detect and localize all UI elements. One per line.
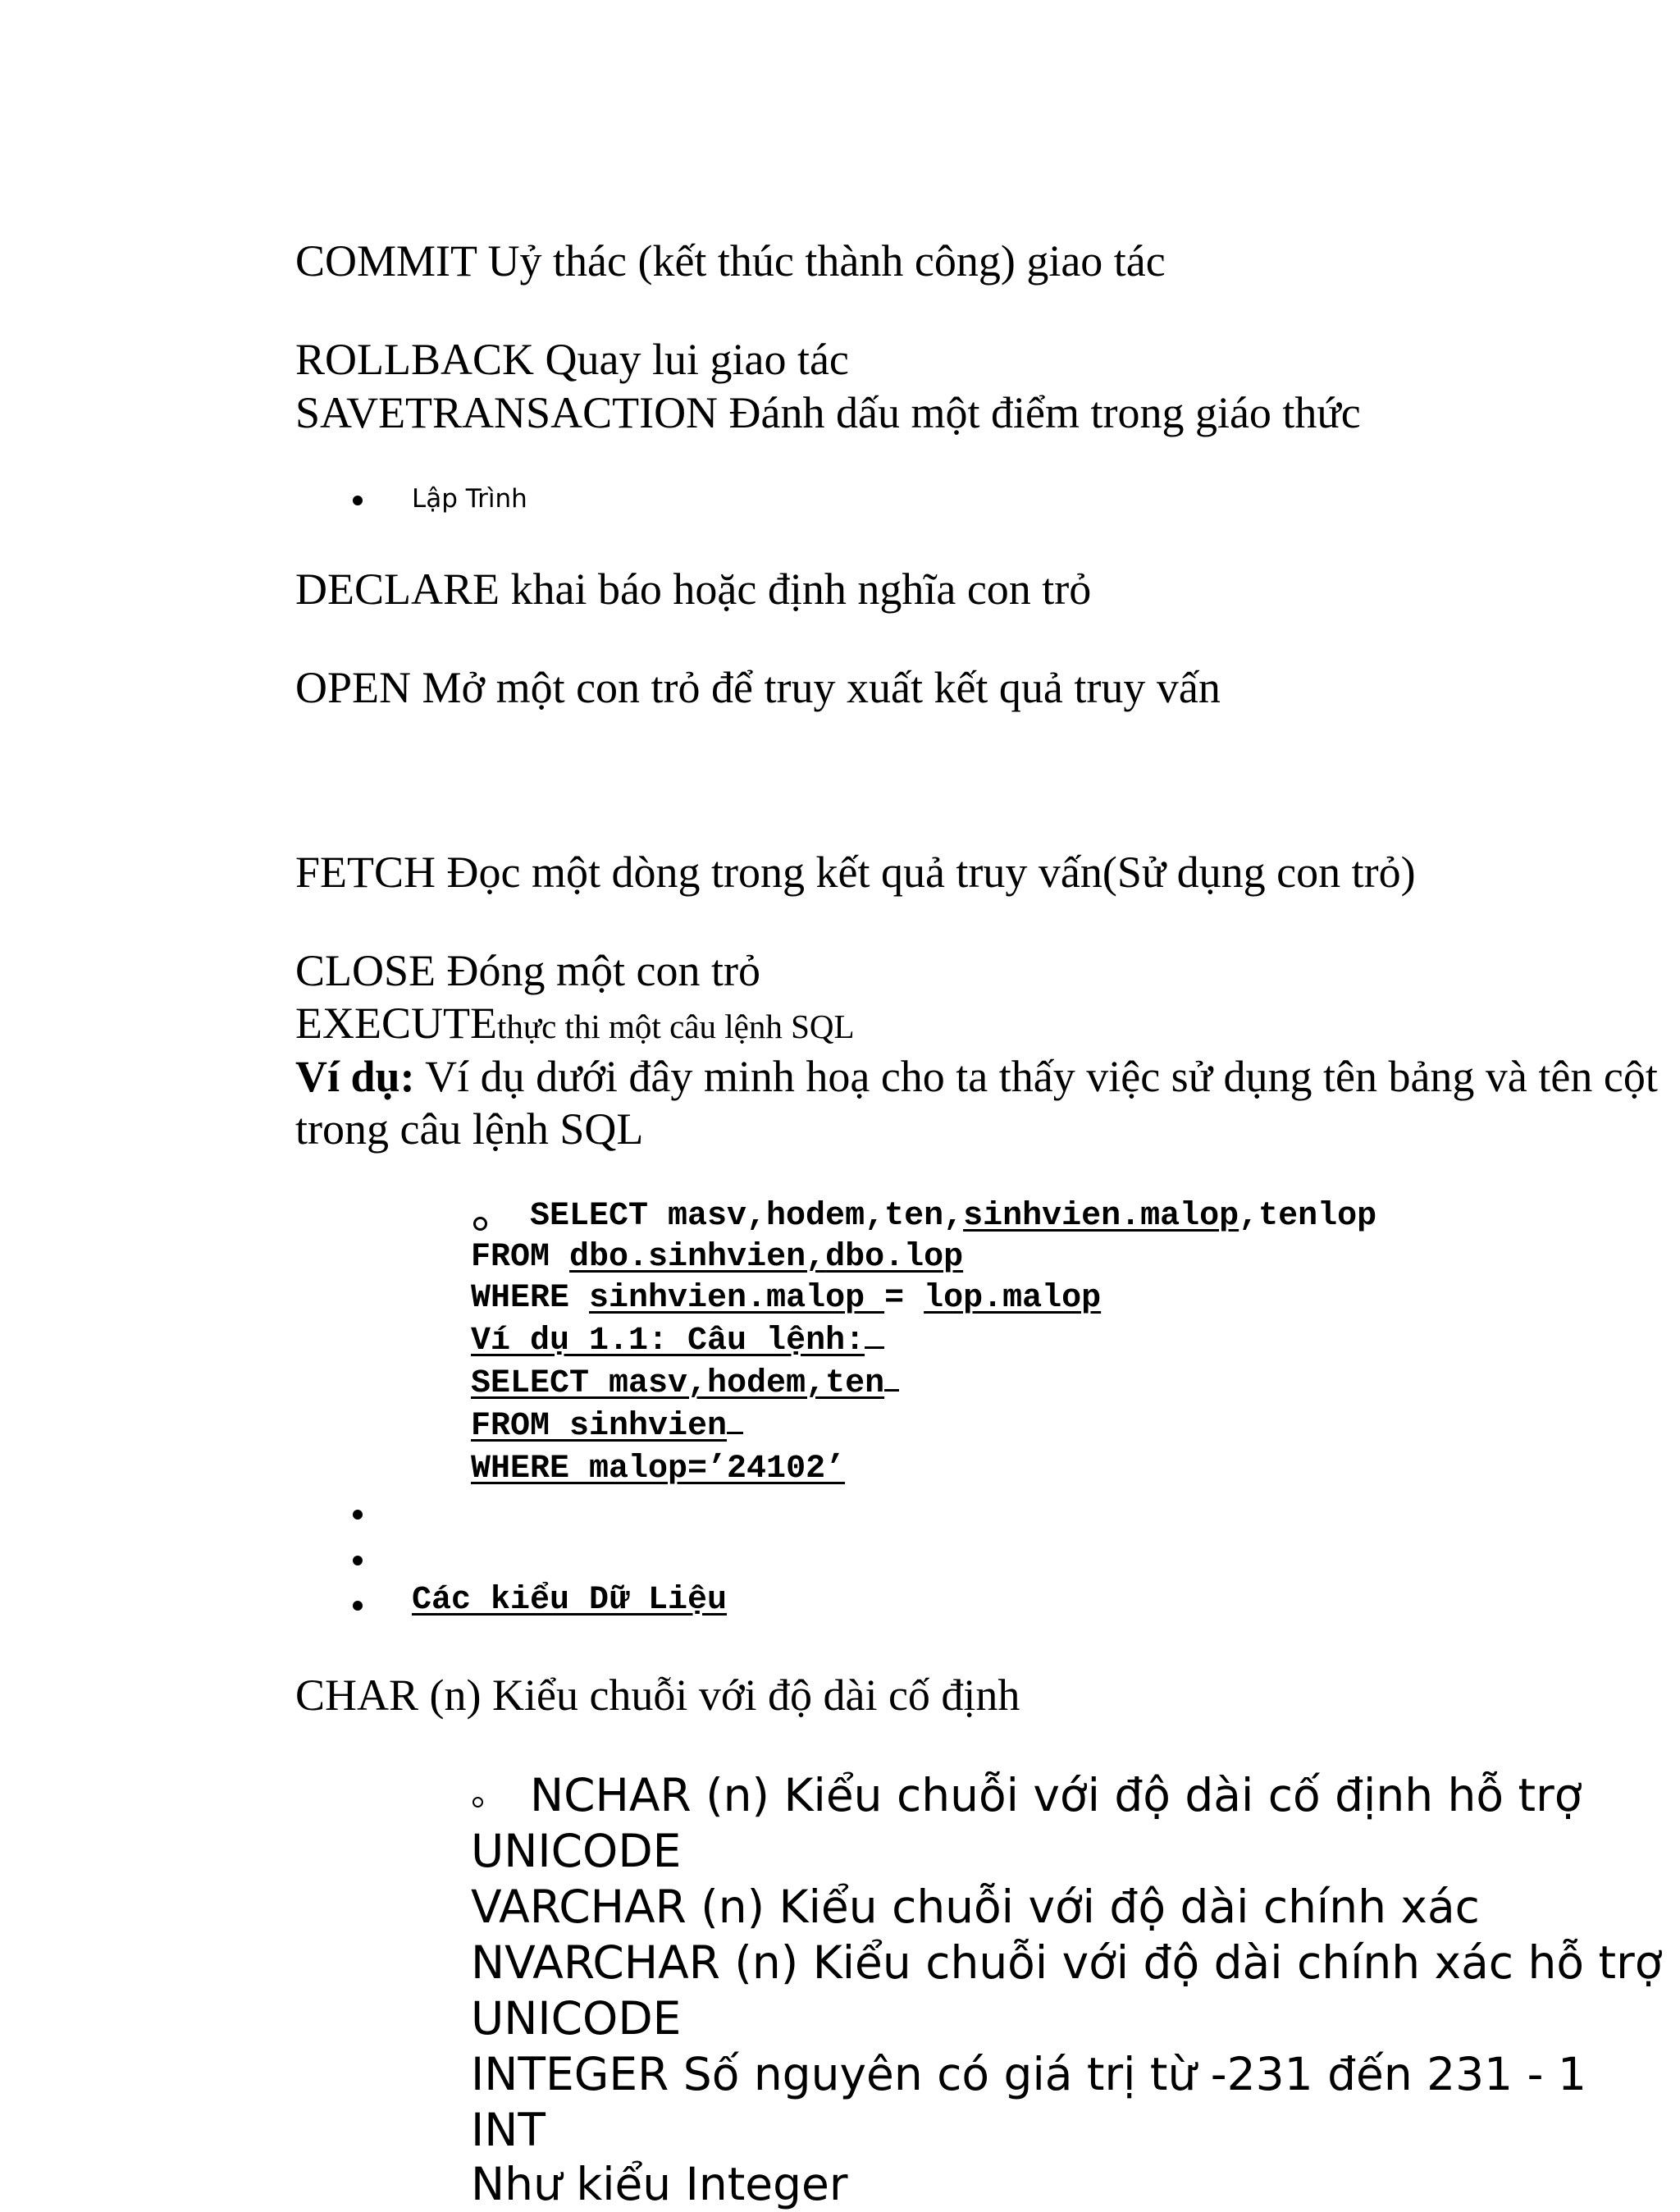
code-example-from: FROM sinhvien bbox=[471, 1408, 728, 1445]
code-line-select bbox=[471, 1196, 1376, 1237]
code-line-where bbox=[471, 1278, 1101, 1319]
example-label: Ví dụ: bbox=[295, 1052, 415, 1101]
code-example-where: WHERE malop=’24102’ bbox=[471, 1451, 846, 1488]
open-line: OPEN Mở một con trỏ để truy xuất kết quả truy vấn bbox=[295, 663, 1221, 712]
example-line bbox=[295, 1050, 1658, 1103]
code-example-select: SELECT masv,hodem,ten bbox=[471, 1365, 885, 1402]
type-integer: INTEGER Số nguyên có giá trị từ -231 đến 231 - 1 bbox=[471, 2048, 1586, 2100]
code-line-where-2 bbox=[471, 1449, 845, 1490]
code-from-comma: , bbox=[806, 1239, 826, 1276]
fetch-line: FETCH Đọc một dòng trong kết quả truy vấn(Sử dụng con trỏ) bbox=[295, 848, 1416, 897]
execute-description: thực thi một câu lệnh SQL bbox=[496, 1008, 855, 1045]
code-from-lop: dbo.lop bbox=[825, 1239, 964, 1276]
code-line-from-2 bbox=[471, 1406, 743, 1447]
commit-line: COMMIT Uỷ thác (kết thúc thành công) giao tác bbox=[295, 236, 1166, 286]
code-from-kw: FROM bbox=[471, 1239, 570, 1276]
type-int-desc: Như kiểu Integer bbox=[471, 2158, 848, 2210]
example-line-2: trong câu lệnh SQL bbox=[295, 1104, 644, 1154]
code-from-sinhvien: dbo.sinhvien bbox=[569, 1239, 806, 1276]
close-line: CLOSE Đóng một con trỏ bbox=[295, 946, 760, 995]
code-where-left: sinhvien.malop bbox=[589, 1280, 885, 1317]
code-line-select-2 bbox=[471, 1364, 899, 1405]
type-int: INT bbox=[471, 2104, 546, 2156]
rollback-line: ROLLBACK Quay lui giao tác bbox=[295, 335, 849, 384]
char-line: CHAR (n) Kiểu chuỗi với độ dài cố định bbox=[295, 1670, 1020, 1720]
bullet-icon bbox=[353, 1556, 363, 1565]
savetransaction-line: SAVETRANSACTION Đánh dấu một điểm trong giáo thức bbox=[295, 388, 1361, 437]
sql-code-block bbox=[471, 1196, 1537, 1492]
code-where-right: lop.malop bbox=[924, 1280, 1102, 1317]
bullet-icon bbox=[353, 1601, 363, 1611]
bullet-icon bbox=[353, 496, 363, 505]
bullet-item-lap-trinh bbox=[353, 484, 681, 517]
bullet-icon bbox=[353, 1510, 363, 1520]
code-select-malop: sinhvien.malop bbox=[963, 1198, 1239, 1235]
data-types-heading: Các kiểu Dữ Liệu bbox=[412, 1582, 728, 1619]
code-where-eq: = bbox=[884, 1280, 924, 1317]
code-line-example-title bbox=[471, 1321, 884, 1362]
bullet-item-empty-1 bbox=[353, 1510, 369, 1526]
type-nvarchar-unicode: UNICODE bbox=[471, 1992, 682, 2045]
bullet-item-data-types bbox=[353, 1582, 927, 1623]
code-select-tenlop: ,tenlop bbox=[1239, 1198, 1377, 1235]
execute-line bbox=[295, 997, 855, 1053]
data-types-list bbox=[471, 1767, 1677, 2210]
type-nvarchar: NVARCHAR (n) Kiểu chuỗi với độ dài chính xác hỗ trợ bbox=[471, 1936, 1663, 1989]
code-line-from bbox=[471, 1237, 963, 1278]
example-text: Ví dụ dưới đây minh hoạ cho ta thấy việc sử dụng tên bảng và tên cột bbox=[414, 1052, 1658, 1101]
code-where-kw: WHERE bbox=[471, 1280, 590, 1317]
bullet-label: Lập Trình bbox=[412, 484, 527, 514]
type-varchar: VARCHAR (n) Kiểu chuỗi với độ dài chính xác bbox=[471, 1881, 1480, 1933]
declare-line: DECLARE khai báo hoặc định nghĩa con trỏ bbox=[295, 564, 1092, 614]
code-select-cols: SELECT masv,hodem,ten, bbox=[530, 1198, 964, 1235]
type-nchar-unicode: UNICODE bbox=[471, 1825, 682, 1877]
type-nchar: NCHAR (n) Kiểu chuỗi với độ dài cố định hỗ trợ bbox=[530, 1769, 1582, 1821]
circle-bullet-icon bbox=[472, 1797, 483, 1808]
code-example-title: Ví dụ 1.1: Câu lệnh: bbox=[471, 1323, 865, 1360]
execute-keyword: EXECUTE bbox=[295, 999, 497, 1048]
bullet-item-empty-2 bbox=[353, 1556, 369, 1572]
